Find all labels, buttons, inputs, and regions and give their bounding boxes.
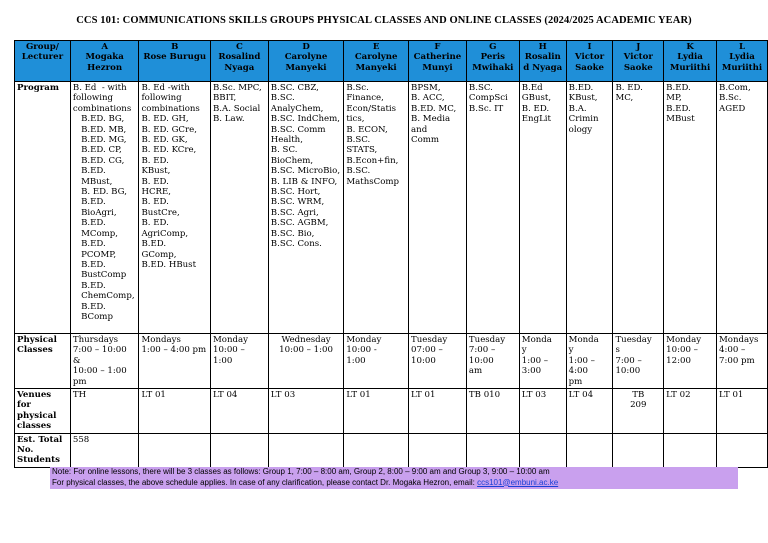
program-cell: B.Sc. MPC, BBIT, B.A. Social B. Law.: [210, 82, 268, 334]
physical-row: [15, 334, 768, 389]
total-cell: [664, 433, 717, 467]
total-cell: [519, 433, 566, 467]
row-label-program: Program: [15, 82, 71, 334]
venue-cell: LT 04: [566, 389, 613, 434]
group-header: E Carolyne Manyeki: [344, 41, 409, 82]
program-cell: B. Ed -with following combinations B. ED. GH, B. ED. GCre, B. ED. GK, B. ED. KCre, B. ED. KBust, B. ED. HCRE, B. ED. BustCre, B. ED. AgriComp, B.ED. GComp, B.ED. HBust: [139, 82, 211, 334]
group-header: A Mogaka Hezron: [70, 41, 139, 82]
program-cell: B. ED. MC,: [613, 82, 664, 334]
group-header: B Rose Burugu: [139, 41, 211, 82]
physical-cell: Monday 10:00 – 12:00: [664, 334, 717, 389]
note-physical-text: For physical classes, the above schedule applies. In case of any clarification, please contact Dr. Mogaka Hezron, email:: [52, 477, 478, 487]
total-cell: [613, 433, 664, 467]
total-cell: [566, 433, 613, 467]
venue-row: [15, 389, 768, 434]
header-label: Group/ Lecturer: [15, 41, 71, 82]
total-row: [15, 433, 768, 467]
total-cell: 558: [70, 433, 139, 467]
program-cell: B.Sc. Finance, Econ/Statis tics, B. ECON, B.SC. STATS, B.Econ+fin, B.SC. MathsComp: [344, 82, 409, 334]
venue-cell: LT 01: [409, 389, 467, 434]
group-header: J Victor Saoke: [613, 41, 664, 82]
physical-cell: Wednesday 10:00 – 1:00: [268, 334, 344, 389]
note-online: Note: For online lessons, there will be 3 classes as follows: Group 1, 7:00 – 8:00 am, Group 2, 8:00 – 9:00 am and Group 3, 9:00 – 10:00 am: [52, 467, 550, 476]
venue-cell: TH: [70, 389, 139, 434]
total-cell: [344, 433, 409, 467]
physical-cell: Thursdays 7:00 – 10:00 & 10:00 – 1:00 pm: [70, 334, 139, 389]
row-label-physical: Physical Classes: [15, 334, 71, 389]
venue-cell: TB 209: [613, 389, 664, 434]
total-cell: [268, 433, 344, 467]
physical-cell: Monday 10:00 - 1:00: [344, 334, 409, 389]
venue-cell: LT 01: [717, 389, 768, 434]
total-cell: [139, 433, 211, 467]
physical-cell: Monda y 1:00 – 3:00: [519, 334, 566, 389]
total-cell: [409, 433, 467, 467]
program-cell: B.Ed GBust, B. ED. EngLit: [519, 82, 566, 334]
group-header: L Lydia Muriithi: [717, 41, 768, 82]
program-cell: B.SC. CompSci B.Sc. IT: [466, 82, 519, 334]
group-header: F Catherine Munyi: [409, 41, 467, 82]
venue-cell: TB 010: [466, 389, 519, 434]
total-cell: [466, 433, 519, 467]
physical-cell: Mondays 4:00 – 7:00 pm: [717, 334, 768, 389]
program-cell: B.ED. MP, B.ED. MBust: [664, 82, 717, 334]
venue-cell: LT 01: [344, 389, 409, 434]
schedule-table: [14, 40, 768, 468]
row-label-total: Est. Total No. Students: [15, 433, 71, 467]
group-header: K Lydia Muriithi: [664, 41, 717, 82]
program-cell: B.ED. KBust, B.A. Crimin ology: [566, 82, 613, 334]
physical-cell: Monday 10:00 – 1:00: [210, 334, 268, 389]
group-header: C Rosalind Nyaga: [210, 41, 268, 82]
physical-cell: Tuesday s 7:00 – 10:00: [613, 334, 664, 389]
venue-cell: LT 03: [268, 389, 344, 434]
venue-cell: LT 01: [139, 389, 211, 434]
group-header: I Victor Saoke: [566, 41, 613, 82]
note-physical: [52, 478, 738, 489]
program-row: [15, 82, 768, 334]
venue-cell: LT 02: [664, 389, 717, 434]
page-title: CCS 101: COMMUNICATIONS SKILLS GROUPS PHYSICAL CLASSES AND ONLINE CLASSES (2024/2025 ACADEMIC YEAR): [76, 15, 692, 26]
program-cell: B.Com, B.Sc. AGED: [717, 82, 768, 334]
physical-cell: Tuesday 7:00 – 10:00 am: [466, 334, 519, 389]
note-box: [50, 467, 738, 489]
total-cell: [210, 433, 268, 467]
program-cell: B.SC. CBZ, B.SC. AnalyChem, B.SC. IndChem, B.SC. Comm Health, B. SC. BioChem, B.SC. MicroBio, B. LIB & INFO, B.SC. Hort, B.SC. WRM, B.SC. Agri, B.SC. AGBM, B.SC. Bio, B.SC. Cons.: [268, 82, 344, 334]
header-row: [15, 41, 768, 82]
total-cell: [717, 433, 768, 467]
group-header: H Rosalin d Nyaga: [519, 41, 566, 82]
group-header: G Peris Mwihaki: [466, 41, 519, 82]
physical-cell: Tuesday 07:00 – 10:00: [409, 334, 467, 389]
group-header: D Carolyne Manyeki: [268, 41, 344, 82]
physical-cell: Mondays 1:00 – 4:00 pm: [139, 334, 211, 389]
program-cell: B. Ed - with following combinations B.ED. BG, B.ED. MB, B.ED. MG, B.ED. CP, B.ED. CG, B.ED. MBust, B. ED. BG, B.ED. BioAgri, B.ED. MComp, B.ED. PCOMP, B.ED. BustComp B.ED. ChemComp, B.ED. BComp: [70, 82, 139, 334]
row-label-venue: Venues for physical classes: [15, 389, 71, 434]
physical-cell: Monda y 1:00 – 4:00 pm: [566, 334, 613, 389]
email-link[interactable]: ccs101@embuni.ac.ke: [477, 477, 559, 487]
venue-cell: LT 03: [519, 389, 566, 434]
program-cell: BPSM, B. ACC, B.ED. MC, B. Media and Comm: [409, 82, 467, 334]
venue-cell: LT 04: [210, 389, 268, 434]
